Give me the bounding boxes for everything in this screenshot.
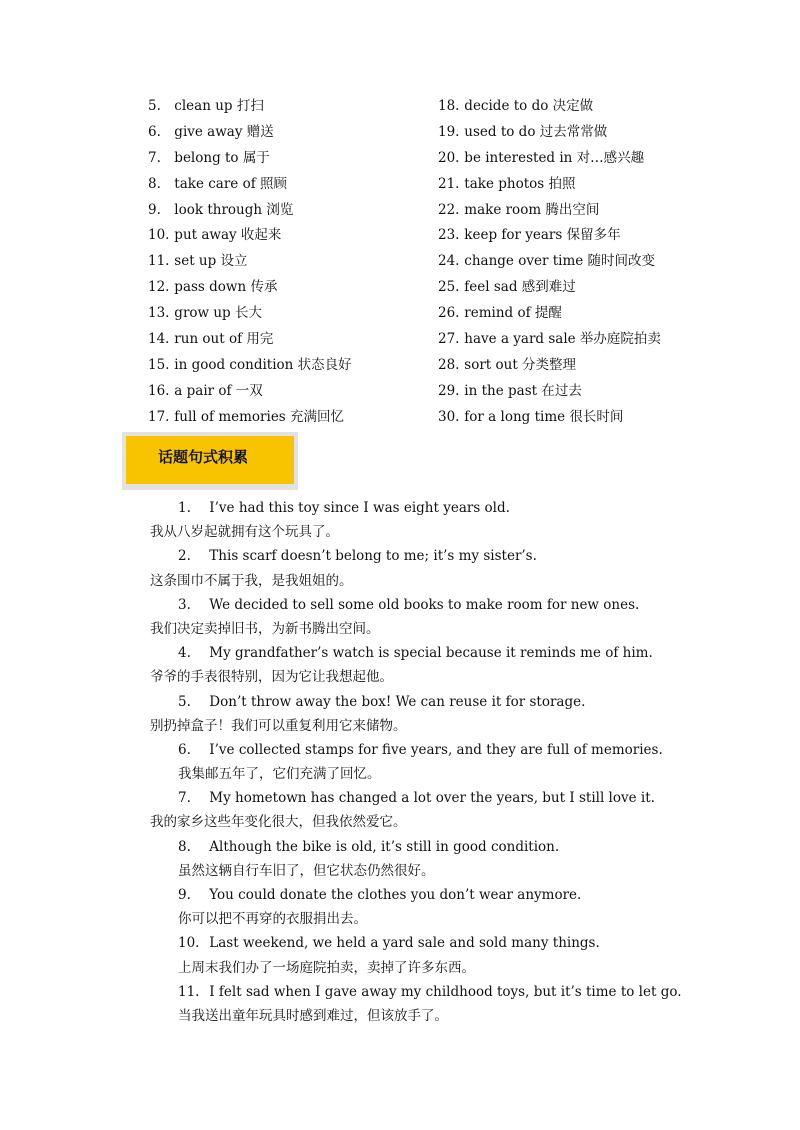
phrase-number: 14. xyxy=(148,331,170,348)
phrase-text: keep for years 保留多年 xyxy=(464,227,621,244)
phrase-text: make room 腾出空间 xyxy=(464,201,600,218)
phrase-text: decide to do 决定做 xyxy=(464,98,594,114)
phrase-text: in the past 在过去 xyxy=(464,382,582,399)
phrase-item xyxy=(148,379,352,405)
sentence-translation: 你可以把不再穿的衣服捐出去。 xyxy=(178,911,367,928)
sentence-english xyxy=(0,931,800,955)
phrase-item xyxy=(148,94,352,120)
phrase-text: put away 收起来 xyxy=(174,227,282,244)
sentence-english xyxy=(0,835,800,859)
sentence-translation: 当我送出童年玩具时感到难过，但该放手了。 xyxy=(178,1007,448,1024)
phrase-item xyxy=(438,379,661,405)
sentence-number: 9. xyxy=(178,887,191,903)
sentence-english-text: I’ve had this toy since I was eight years old. xyxy=(209,500,510,516)
sentence-translation: 这条围巾不属于我，是我姐姐的。 xyxy=(150,572,353,589)
phrase-item xyxy=(148,198,352,224)
phrase-number: 13. xyxy=(148,305,170,322)
phrase-number: 10. xyxy=(148,227,170,244)
phrase-number: 5. xyxy=(148,98,161,114)
phrase-item xyxy=(148,146,352,172)
phrase-text: belong to 属于 xyxy=(174,149,270,166)
sentence-translation: 爷爷的手表很特别，因为它让我想起他。 xyxy=(150,669,393,686)
phrase-number: 29. xyxy=(438,382,460,399)
sentence-number: 6. xyxy=(178,741,191,758)
sentence-english-text: I felt sad when I gave away my childhood toys, but it’s time to let go. xyxy=(209,983,682,1000)
phrase-column-left xyxy=(148,94,352,431)
phrase-item xyxy=(148,353,352,379)
phrase-number: 9. xyxy=(148,201,161,218)
phrase-number: 15. xyxy=(148,356,170,373)
sentence-number: 11. xyxy=(178,983,200,1000)
sentence-number: 10. xyxy=(178,935,200,952)
sentence-translation: 我集邮五年了，它们充满了回忆。 xyxy=(178,766,381,783)
phrase-number: 16. xyxy=(148,382,170,399)
phrase-number: 7. xyxy=(148,149,161,166)
sentence-english-text: I’ve collected stamps for five years, and they are full of memories. xyxy=(209,741,663,758)
phrase-number: 21. xyxy=(438,175,460,192)
phrase-text: remind of 提醒 xyxy=(464,305,562,322)
sentence-english-text: We decided to sell some old books to make room for new ones. xyxy=(209,596,640,613)
phrase-item xyxy=(438,172,661,198)
sentence-english-text: This scarf doesn’t belong to me; it’s my sister’s. xyxy=(209,548,537,565)
phrase-text: give away 赠送 xyxy=(174,123,274,140)
phrase-text: clean up 打扫 xyxy=(174,98,264,114)
sentence-english xyxy=(0,738,800,762)
phrase-item xyxy=(438,223,661,249)
phrase-text: a pair of 一双 xyxy=(174,382,263,399)
phrase-number: 28. xyxy=(438,356,460,373)
phrase-text: used to do 过去常常做 xyxy=(464,123,608,140)
section-banner xyxy=(122,432,298,490)
phrase-number: 19. xyxy=(438,123,460,140)
sentence-english xyxy=(0,690,800,714)
phrase-column-right xyxy=(438,94,661,431)
sentence-number: 8. xyxy=(178,838,191,855)
phrase-item xyxy=(438,353,661,379)
phrase-text: run out of 用完 xyxy=(174,331,274,348)
phrase-text: change over time 随时间改变 xyxy=(464,253,656,270)
phrase-item xyxy=(148,249,352,275)
phrase-number: 26. xyxy=(438,305,460,322)
sentence-english xyxy=(0,786,800,810)
phrase-number: 18. xyxy=(438,98,460,114)
phrase-text: have a yard sale 举办庭院拍卖 xyxy=(464,331,661,348)
phrase-number: 12. xyxy=(148,279,170,296)
sentence-english xyxy=(0,544,800,568)
phrase-number: 22. xyxy=(438,201,460,218)
section-banner-fill xyxy=(126,436,294,484)
phrase-item xyxy=(438,301,661,327)
phrase-number: 30. xyxy=(438,408,460,425)
phrase-text: in good condition 状态良好 xyxy=(174,356,352,373)
sentence-english xyxy=(0,641,800,665)
phrase-item xyxy=(148,275,352,301)
sentence-translation: 我们决定卖掉旧书，为新书腾出空间。 xyxy=(150,620,380,637)
phrase-text: grow up 长大 xyxy=(174,305,262,322)
sentence-english-text: You could donate the clothes you don’t wear anymore. xyxy=(209,887,582,903)
phrase-text: pass down 传承 xyxy=(174,279,278,296)
phrase-item xyxy=(438,120,661,146)
phrase-text: take care of 照顾 xyxy=(174,175,287,192)
phrase-number: 27. xyxy=(438,331,460,348)
sentence-list xyxy=(0,496,800,1028)
phrase-item xyxy=(438,94,661,120)
sentence-english xyxy=(0,980,800,1004)
sentence-translation: 上周末我们办了一场庭院拍卖，卖掉了许多东西。 xyxy=(178,959,475,976)
sentence-english-text: My grandfather’s watch is special because it reminds me of him. xyxy=(209,645,653,662)
sentence-english xyxy=(0,593,800,617)
phrase-number: 24. xyxy=(438,253,460,270)
phrase-number: 25. xyxy=(438,279,460,296)
sentence-number: 5. xyxy=(178,693,191,710)
sentence-english-text: Don’t throw away the box! We can reuse it for storage. xyxy=(209,693,586,710)
phrase-item xyxy=(438,327,661,353)
sentence-english xyxy=(0,496,800,520)
phrase-number: 6. xyxy=(148,123,161,140)
phrase-item xyxy=(438,275,661,301)
phrase-text: set up 设立 xyxy=(174,253,248,270)
section-title: 话题句式积累 xyxy=(158,448,249,466)
phrase-item xyxy=(148,327,352,353)
phrase-number: 23. xyxy=(438,227,460,244)
phrase-text: sort out 分类整理 xyxy=(464,356,577,373)
phrase-item xyxy=(148,405,352,431)
phrase-text: feel sad 感到难过 xyxy=(464,279,576,296)
sentence-english-text: Last weekend, we held a yard sale and sold many things. xyxy=(209,935,600,952)
sentence-english-text: Although the bike is old, it’s still in good condition. xyxy=(209,838,560,855)
phrase-item xyxy=(438,198,661,224)
phrase-text: take photos 拍照 xyxy=(464,175,576,192)
phrase-number: 17. xyxy=(148,408,170,425)
phrase-text: for a long time 很长时间 xyxy=(464,408,624,425)
phrase-item xyxy=(438,146,661,172)
phrase-number: 11. xyxy=(148,253,170,270)
sentence-number: 7. xyxy=(178,790,191,807)
phrase-text: full of memories 充满回忆 xyxy=(174,408,345,425)
sentence-translation: 别扔掉盒子！我们可以重复利用它来储物。 xyxy=(150,717,407,734)
phrase-item xyxy=(148,223,352,249)
phrase-text: look through 浏览 xyxy=(174,201,294,218)
phrase-item xyxy=(148,120,352,146)
sentence-number: 3. xyxy=(178,596,191,613)
sentence-translation: 我从八岁起就拥有这个玩具了。 xyxy=(150,524,339,541)
phrase-number: 8. xyxy=(148,175,161,192)
phrase-text: be interested in 对…感兴趣 xyxy=(464,149,645,166)
phrase-number: 20. xyxy=(438,149,460,166)
phrase-item xyxy=(148,301,352,327)
sentence-number: 4. xyxy=(178,645,191,662)
sentence-number: 2. xyxy=(178,548,191,565)
sentence-number: 1. xyxy=(178,500,191,516)
phrase-item xyxy=(148,172,352,198)
sentence-translation: 虽然这辆自行车旧了，但它状态仍然很好。 xyxy=(178,862,435,879)
phrase-item xyxy=(438,405,661,431)
sentence-english-text: My hometown has changed a lot over the years, but I still love it. xyxy=(209,790,655,807)
sentence-translation: 我的家乡这些年变化很大，但我依然爱它。 xyxy=(150,814,407,831)
sentence-english xyxy=(0,883,800,907)
phrase-item xyxy=(438,249,661,275)
